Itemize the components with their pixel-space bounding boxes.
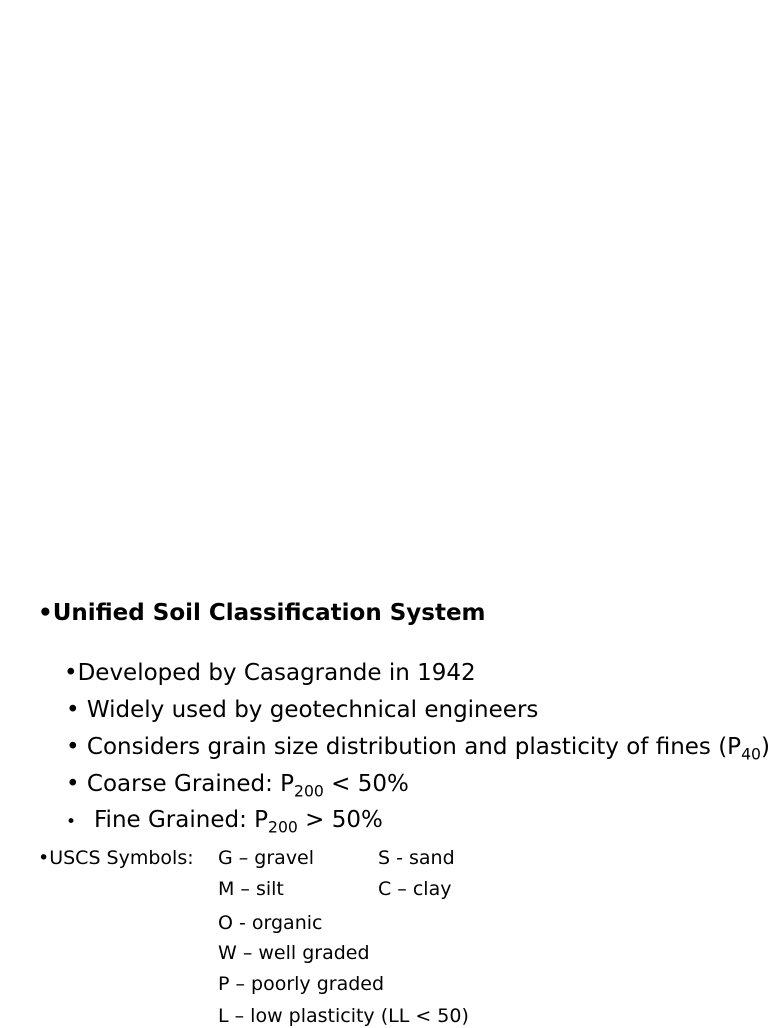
bullet-marker: •	[66, 771, 87, 797]
symbol-item: C – clay	[378, 878, 452, 900]
bullet-text: Coarse Grained: P	[86, 771, 295, 797]
subscript: 200	[294, 781, 324, 801]
title-text: Unified Soil Classification System	[52, 600, 486, 626]
bullet-item	[66, 804, 383, 838]
subscript: 40	[741, 744, 761, 764]
bullet-marker: •	[66, 812, 77, 832]
bullet-text: Considers grain size distribution and plasticity of fines (P	[86, 734, 742, 760]
bullet-item	[64, 657, 476, 689]
bullet-item	[66, 768, 409, 800]
symbols-label: •USCS Symbols:	[38, 847, 194, 869]
bullet-text: Developed by Casagrande in 1942	[77, 660, 476, 686]
bullet-marker: •	[64, 660, 78, 686]
symbol-item: O - organic	[218, 912, 323, 934]
bullet-item	[66, 694, 538, 726]
symbol-item: P – poorly graded	[218, 973, 385, 995]
slide-title	[38, 597, 486, 629]
bullet-text: Widely used by geotechnical engineers	[86, 697, 539, 723]
bullet-marker: •	[66, 734, 87, 760]
subscript: 200	[268, 817, 298, 837]
title-bullet: •	[38, 600, 53, 626]
symbol-item: S - sand	[378, 847, 455, 869]
bullet-text: Fine Grained: P	[94, 807, 269, 833]
bullet-item	[66, 731, 770, 763]
bullet-text-end: > 50%	[297, 807, 383, 833]
bullet-text-end: )	[760, 734, 770, 760]
symbol-item: W – well graded	[218, 942, 370, 964]
symbol-item: G – gravel	[218, 847, 315, 869]
symbol-item: L – low plasticity (LL < 50)	[218, 1005, 469, 1027]
symbol-item: M – silt	[218, 878, 284, 900]
bullet-text-end: < 50%	[323, 771, 409, 797]
bullet-marker: •	[66, 697, 87, 723]
